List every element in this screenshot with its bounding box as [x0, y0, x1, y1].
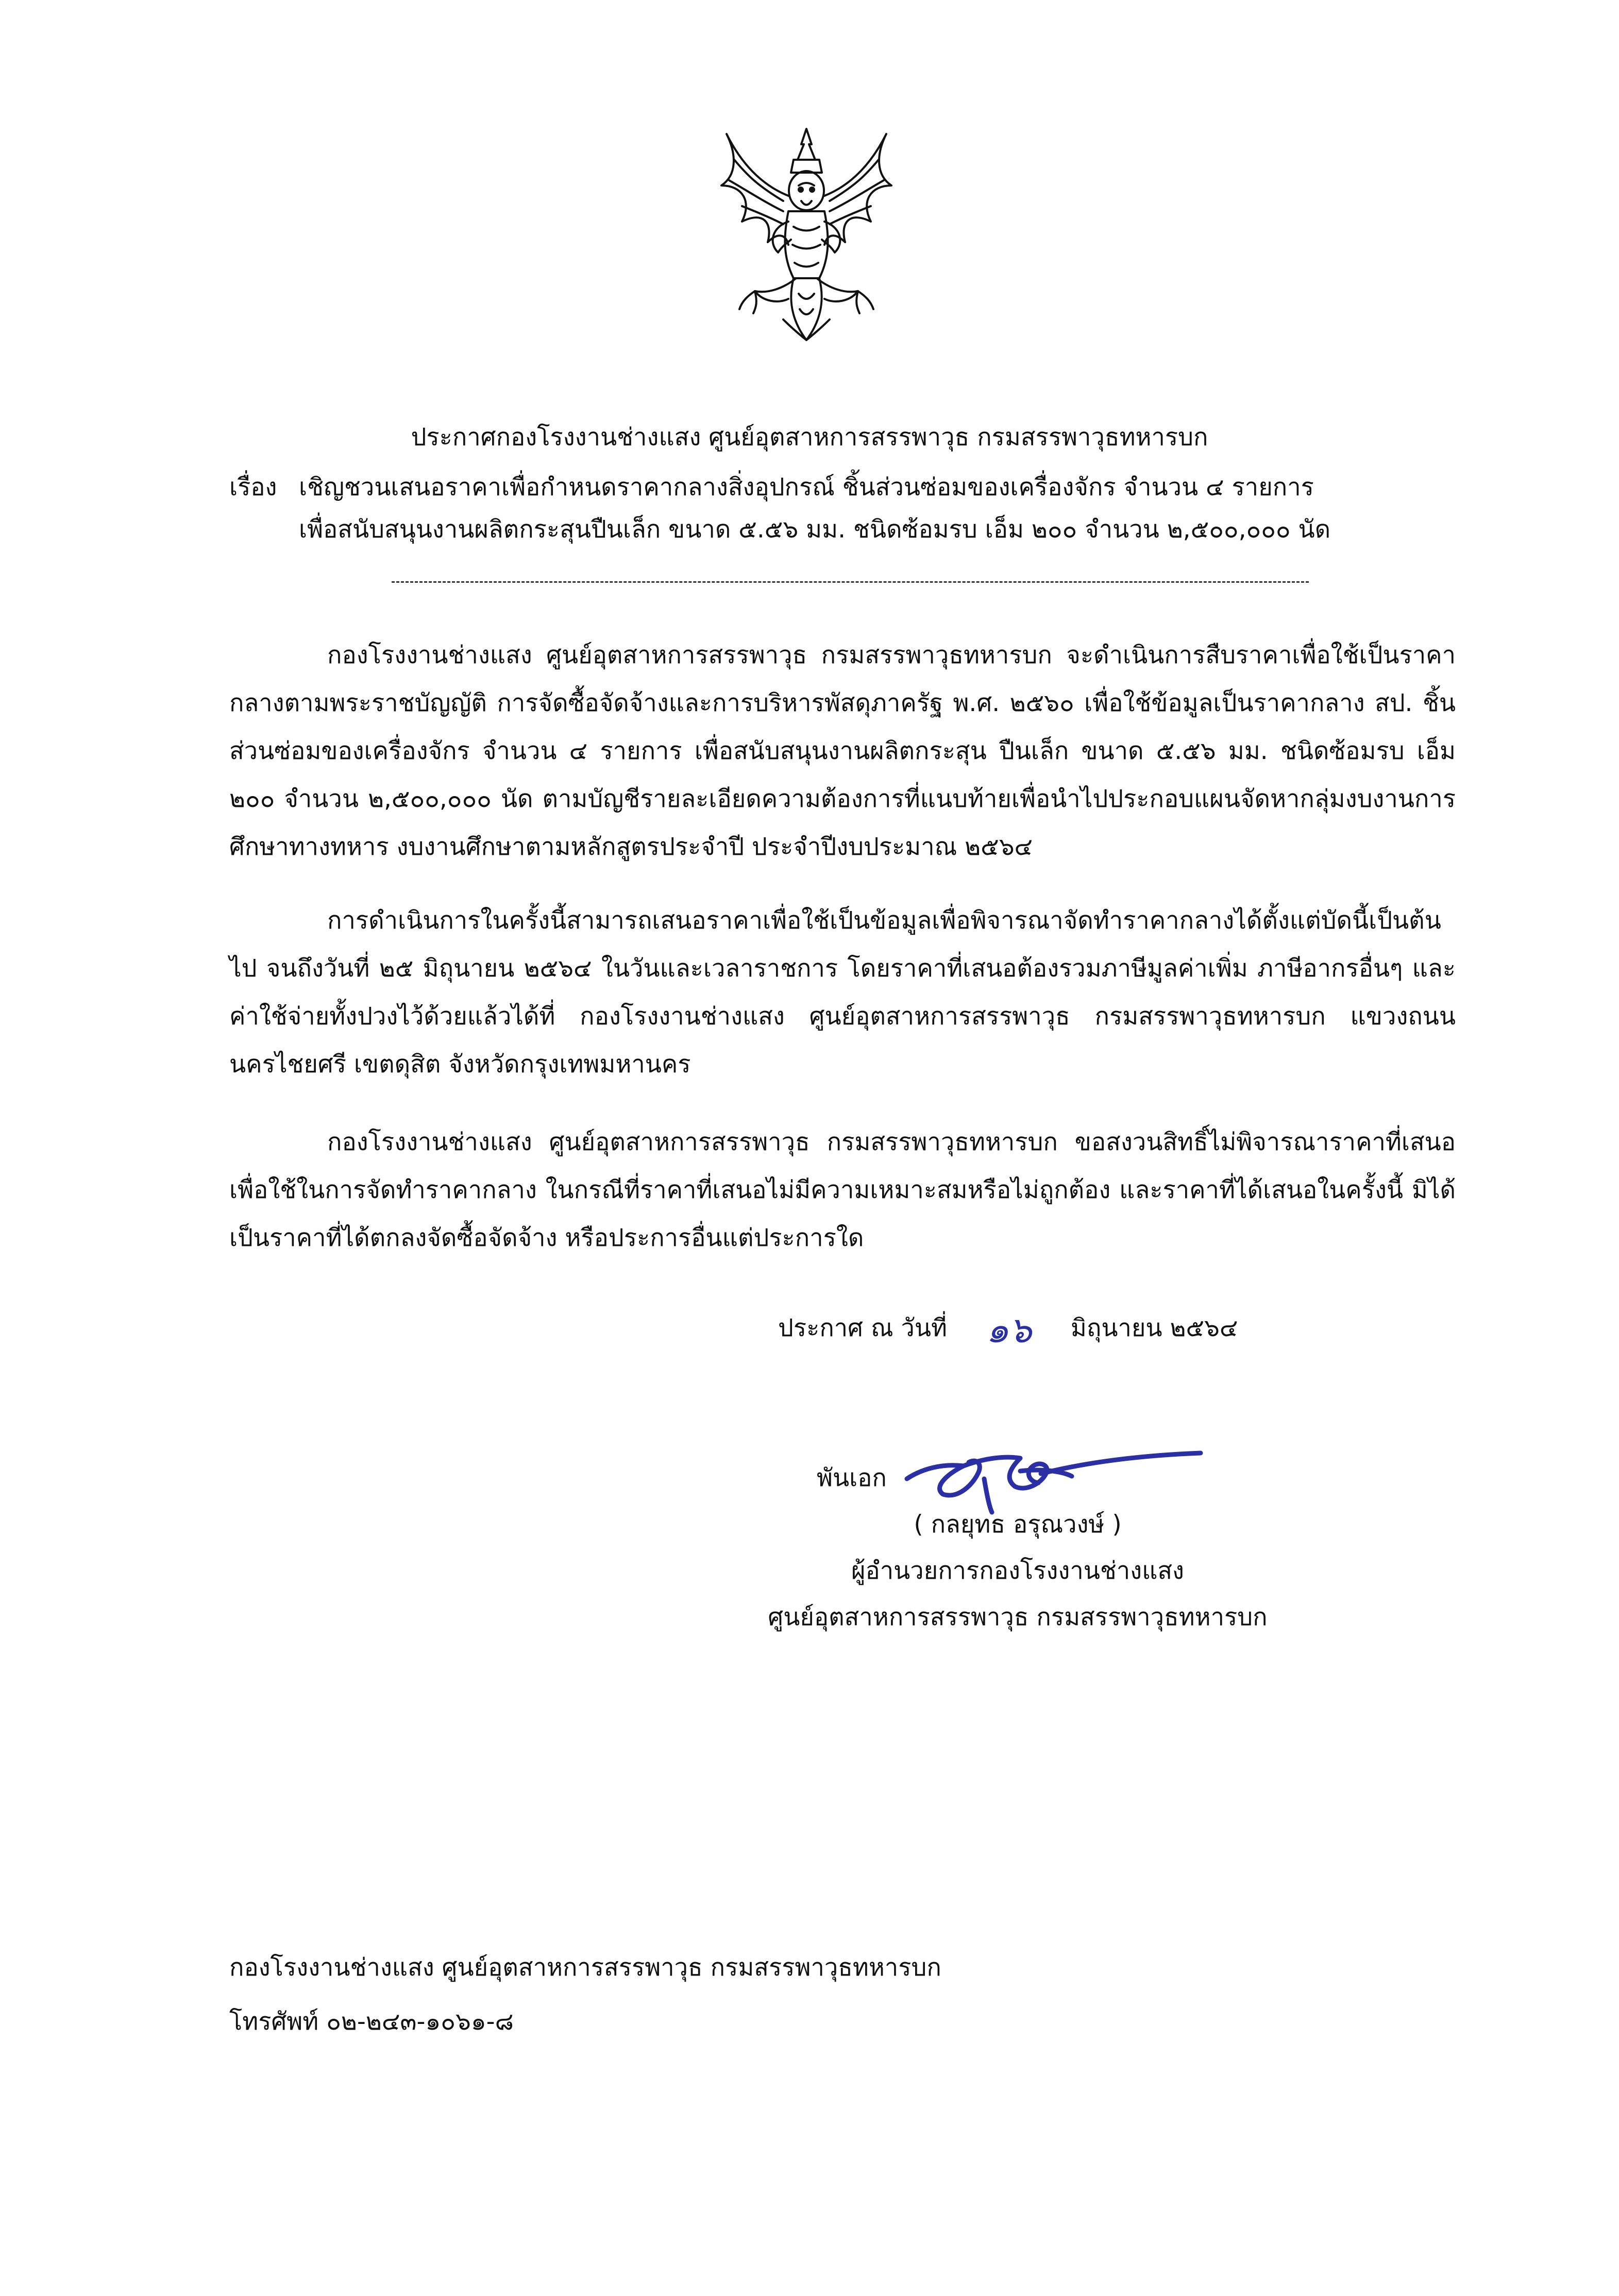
date-day-handwritten: ๑๖ [986, 1309, 1032, 1351]
subject-block [229, 466, 1466, 551]
subject-text-1: เชิญชวนเสนอราคาเพื่อกำหนดราคากลางสิ่งอุปกรณ์ ชิ้นส่วนซ่อมของเครื่องจักร จำนวน ๔ รายการ [299, 473, 1314, 501]
paragraph-3 [229, 1118, 1456, 1262]
date-month-year: มิถุนายน ๒๕๖๔ [1070, 1314, 1238, 1342]
signatory-position-2: ศูนย์อุตสาหการสรรพาวุธ กรมสรรพาวุธทหารบก [768, 1603, 1268, 1631]
announcement-date [778, 1301, 1238, 1358]
signatory-name: ( กลยุทธ อรุณวงษ์ ) [914, 1510, 1122, 1539]
signatory-rank: พันเอก [817, 1464, 887, 1492]
signatory-position-1: ผู้อำนวยการกองโรงงานช่างแสง [851, 1557, 1185, 1585]
garuda-emblem-icon [706, 124, 907, 350]
subject-label: เรื่อง [229, 473, 277, 501]
paragraph-1-text: กองโรงงานช่างแสง ศูนย์อุตสาหการสรรพาวุธ กรมสรรพาวุธทหารบก จะดำเนินการสืบราคาเพื่อใช้เป็นราคากลางตามพระราชบัญญัติ การจัดซื้อจัดจ้างและการบริหารพัสดุภาครัฐ พ.ศ. ๒๕๖๐ เพื่อใช้ข้อมูลเป็นราคากลาง สป. ชิ้นส่วนซ่อมของเครื่องจักร จำนวน ๔ รายการ เพื่อสนับสนุนงานผลิตกระสุน ปืนเล็ก ขนาด ๕.๕๖ มม. ชนิดซ้อมรบ เอ็ม ๒๐๐ จำนวน ๒,๕๐๐,๐๐๐ นัด ตามบัญชีรายละเอียดความต้องการที่แนบท้ายเพื่อนำไปประกอบแผนจัดหากลุ่มงบงานการศึกษาทางทหาร งบงานศึกษาตามหลักสูตรประจำปี ประจำปีงบประมาณ ๒๕๖๔ [229, 641, 1456, 861]
footer-office: กองโรงงานช่างแสง ศูนย์อุตสาหการสรรพาวุธ กรมสรรพาวุธทหารบก [229, 1953, 941, 1982]
paragraph-1 [229, 631, 1456, 871]
paragraph-3-text: กองโรงงานช่างแสง ศูนย์อุตสาหการสรรพาวุธ กรมสรรพาวุธทหารบก ขอสงวนสิทธิ์ไม่พิจารณาราคาที่เสนอเพื่อใช้ในการจัดทำราคากลาง ในกรณีที่ราคาที่เสนอไม่มีความเหมาะสมหรือไม่ถูกต้อง และราคาที่ได้เสนอในครั้งนี้ มิได้เป็นราคาที่ได้ตกลงจัดซื้อจัดจ้าง หรือประการอื่นแต่ประการใด [229, 1128, 1456, 1252]
announcement-title: ประกาศกองโรงงานช่างแสง ศูนย์อุตสาหการสรรพาวุธ กรมสรรพาวุธทหารบก [411, 423, 1208, 451]
subject-text-2: เพื่อสนับสนุนงานผลิตกระสุนปืนเล็ก ขนาด ๕.๕๖ มม. ชนิดซ้อมรบ เอ็ม ๒๐๐ จำนวน ๒,๕๐๐,๐๐๐ นัด [299, 515, 1331, 544]
footer-phone: โทรศัพท์ ๐๒-๒๔๓-๑๐๖๑-๘ [229, 2007, 514, 2036]
date-prefix: ประกาศ ณ วันที่ [778, 1314, 947, 1342]
paragraph-2 [229, 897, 1456, 1088]
separator-line [392, 581, 1309, 583]
paragraph-2-text: การดำเนินการในครั้งนี้สามารถเสนอราคาเพื่อใช้เป็นข้อมูลเพื่อพิจารณาจัดทำราคากลางได้ตั้งแต่บัดนี้เป็นต้นไป จนถึงวันที่ ๒๕ มิถุนายน ๒๕๖๔ ในวันและเวลาราชการ โดยราคาที่เสนอต้องรวมภาษีมูลค่าเพิ่ม ภาษีอากรอื่นๆ และค่าใช้จ่ายทั้งปวงไว้ด้วยแล้วได้ที่ กองโรงงานช่างแสง ศูนย์อุตสาหการสรรพาวุธ กรมสรรพาวุธทหารบก แขวงถนนนครไชยศรี เขตดุสิต จังหวัดกรุงเทพมหานคร [229, 906, 1456, 1078]
handwritten-signature [886, 1422, 1226, 1515]
subject-line-1 [229, 466, 1466, 509]
